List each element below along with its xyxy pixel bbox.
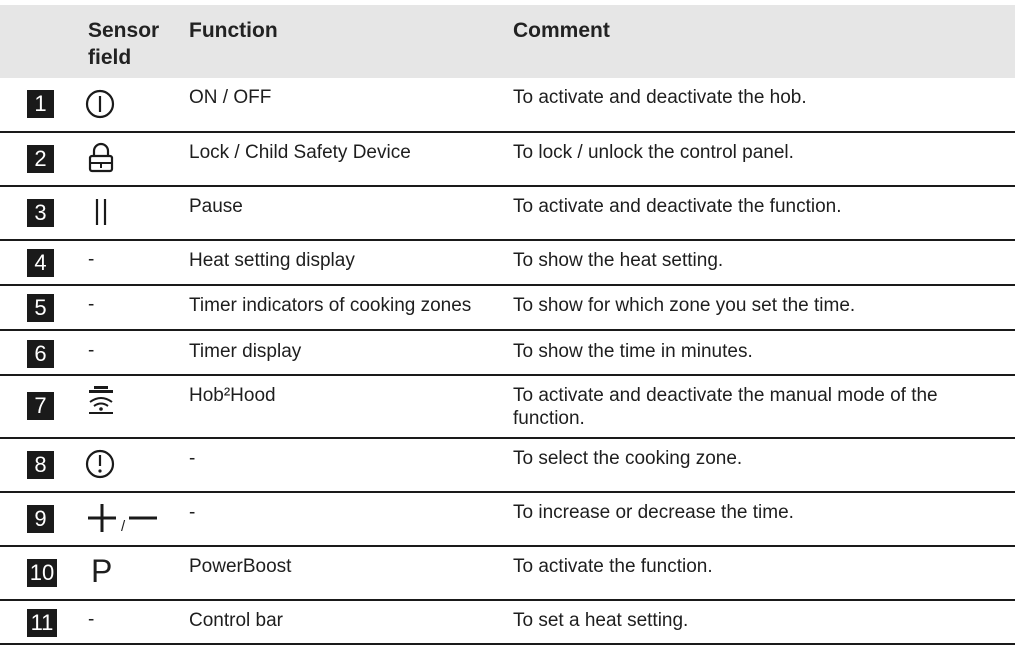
comment-text: To increase or decrease the time. (513, 502, 794, 523)
table-row (0, 329, 1015, 374)
sensor-field-text: - (88, 609, 95, 630)
table-row (0, 491, 1015, 545)
minus-icon (128, 502, 158, 534)
row-number: 4 (27, 249, 54, 277)
function-text: Hob²Hood (189, 385, 276, 406)
row-number: 8 (27, 451, 54, 479)
row-number: 6 (27, 340, 54, 368)
function-text: Timer display (189, 341, 302, 362)
row-number: 11 (27, 609, 57, 637)
comment-text: To show the heat setting. (513, 250, 724, 271)
row-number: 10 (27, 559, 57, 587)
comment-text: To set a heat setting. (513, 610, 689, 631)
table-row (0, 284, 1015, 329)
function-text: - (189, 448, 196, 469)
comment-text: To select the cooking zone. (513, 448, 743, 469)
function-text: Timer indicators of cooking zones (189, 295, 472, 316)
row-number: 5 (27, 294, 54, 322)
sensor-field-text: - (88, 340, 95, 361)
timer-icon (84, 448, 116, 485)
comment-text: To activate the function. (513, 556, 713, 577)
sensor-field-text: - (88, 249, 95, 270)
table-row (0, 78, 1015, 131)
comment-text: To show the time in minutes. (513, 341, 753, 362)
row-number: 2 (27, 145, 54, 173)
pause-icon (92, 196, 112, 233)
header-comment: Comment (513, 19, 610, 42)
function-text: - (189, 502, 196, 523)
function-text: ON / OFF (189, 87, 272, 108)
plus-minus-separator: / (121, 518, 126, 535)
hob2hood-icon (86, 384, 116, 421)
row-number: 9 (27, 505, 54, 533)
plus-icon (86, 502, 118, 534)
function-text: Heat setting display (189, 250, 355, 271)
table-row (0, 239, 1015, 284)
function-text: Lock / Child Safety Device (189, 142, 411, 163)
table-row (0, 545, 1015, 599)
powerboost-icon: P (91, 553, 113, 589)
table-row (0, 599, 1015, 643)
table-header (0, 5, 1015, 78)
row-number: 1 (27, 90, 54, 118)
function-text: Pause (189, 196, 243, 217)
table-row (0, 437, 1015, 491)
plus-minus-icon (86, 502, 158, 534)
table-row (0, 185, 1015, 239)
header-sensor-field: Sensor field (88, 19, 160, 69)
comment-text: To activate and deactivate the function. (513, 196, 842, 217)
comment-text: To lock / unlock the control panel. (513, 142, 794, 163)
comment-text: To show for which zone you set the time. (513, 295, 856, 316)
sensor-field-text: - (88, 294, 95, 315)
power-icon (84, 88, 116, 125)
comment-text: To activate and deactivate the hob. (513, 87, 807, 108)
lock-icon (86, 142, 116, 179)
function-text: PowerBoost (189, 556, 292, 577)
row-number: 3 (27, 199, 54, 227)
header-function: Function (189, 19, 278, 42)
function-text: Control bar (189, 610, 283, 631)
table-row (0, 374, 1015, 437)
row-number: 7 (27, 392, 54, 420)
comment-text: To activate and deactivate the manual mode of the function. (513, 385, 938, 429)
sensor-field-table (0, 5, 1015, 643)
table-row (0, 131, 1015, 185)
